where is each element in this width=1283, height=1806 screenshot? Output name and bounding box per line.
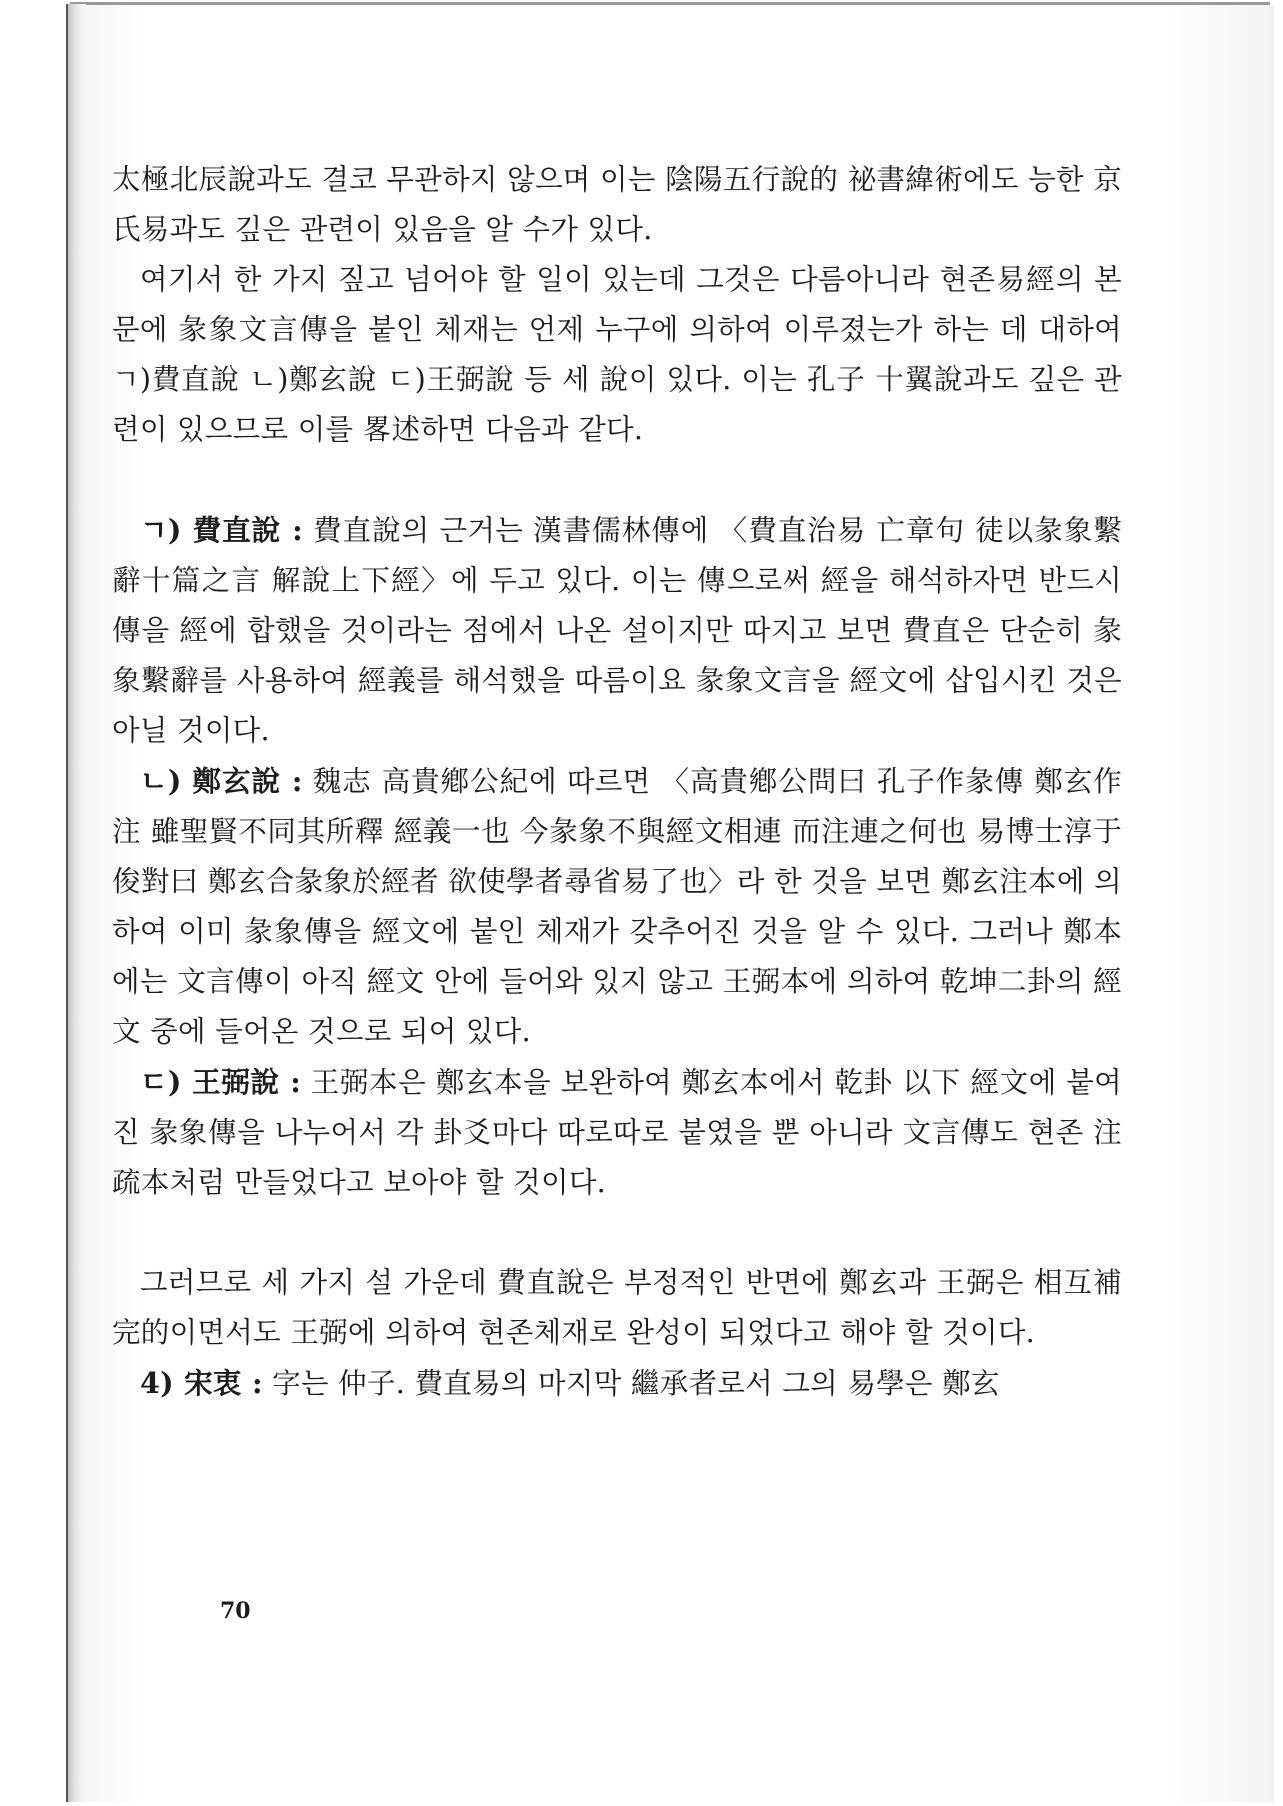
paragraph-wangbi (112, 1057, 1122, 1208)
wangbi-label: ㄷ) 王弼說 : (140, 1065, 302, 1099)
body-text (112, 155, 1122, 1409)
page-number: 70 (220, 1598, 251, 1624)
section-gap (112, 455, 1122, 505)
paragraph-songzhong (112, 1358, 1122, 1409)
paragraph-zhengxuan (112, 756, 1122, 1057)
songzhong-label: 4) 宋衷 : (140, 1366, 263, 1400)
feizhi-body: 費直說의 근거는 漢書儒林傳에 〈費直治易 亡章句 徒以彖象繫辭十篇之言 解說上下經〉에 두고 있다. 이는 傳으로써 經을 해석하자면 반드시 傳을 經에 합했을 것이라는 점에서 나온 설이지만 따지고 보면 費直은 단순히 彖象繫辭를 사용하여 經義를 해석했을 따름이요 彖象文言을 經文에 삽입시킨 것은 아닐 것이다. (112, 514, 1122, 747)
paragraph-2: 여기서 한 가지 짚고 넘어야 할 일이 있는데 그것은 다름아니라 현존易經의 본문에 彖象文言傳을 붙인 체재는 언제 누구에 의하여 이루졌는가 하는 데 대하여 ㄱ)費直說 ㄴ)鄭玄說 ㄷ)王弼說 등 세 說이 있다. 이는 孔子 十翼說과도 깊은 관련이 있으므로 이를 畧述하면 다음과 같다. (112, 263, 1122, 446)
songzhong-body: 字는 仲子. 費直易의 마지막 繼承者로서 그의 易學은 鄭玄 (262, 1367, 1000, 1400)
zhengxuan-label: ㄴ) 鄭玄說 : (140, 764, 303, 798)
paragraph-feizhi (112, 505, 1122, 756)
zhengxuan-body: 魏志 高貴鄕公紀에 따르면 〈高貴鄕公問曰 孔子作彖傳 鄭玄作注 雖聖賢不同其所釋 經義一也 今彖象不與經文相連 而注連之何也 易博士淳于俊對曰 鄭玄合彖象於經者 欲使學者尋省易了也〉라 한 것을 보면 鄭玄注本에 의하여 이미 彖象傳을 經文에 붙인 체재가 갖추어진 것을 알 수 있다. 그러나 鄭本에는 文言傳이 아직 經文 안에 들어와 있지 않고 王弼本에 의하여 乾坤二卦의 經文 중에 들어온 것으로 되어 있다. (112, 765, 1122, 1048)
page-spine-edge (66, 4, 86, 1802)
feizhi-label: ㄱ) 費直說 : (140, 513, 303, 547)
wangbi-body: 王弼本은 鄭玄本을 보완하여 鄭玄本에서 乾卦 以下 經文에 붙여진 彖象傳을 나누어서 각 卦爻마다 따로따로 붙였을 뿐 아니라 文言傳도 현존 注疏本처럼 만들었다고 보아야 할 것이다. (112, 1066, 1122, 1199)
section-gap (112, 1208, 1122, 1258)
paragraph-conclusion: 그러므로 세 가지 설 가운데 費直說은 부정적인 반면에 鄭玄과 王弼은 相互補完的이면서도 王弼에 의하여 현존체재로 완성이 되었다고 해야 할 것이다. (112, 1266, 1122, 1349)
paragraph-1: 太極北辰說과도 결코 무관하지 않으며 이는 陰陽五行說的 祕書緯術에도 능한 京氏易과도 깊은 관련이 있음을 알 수가 있다. (112, 163, 1122, 246)
